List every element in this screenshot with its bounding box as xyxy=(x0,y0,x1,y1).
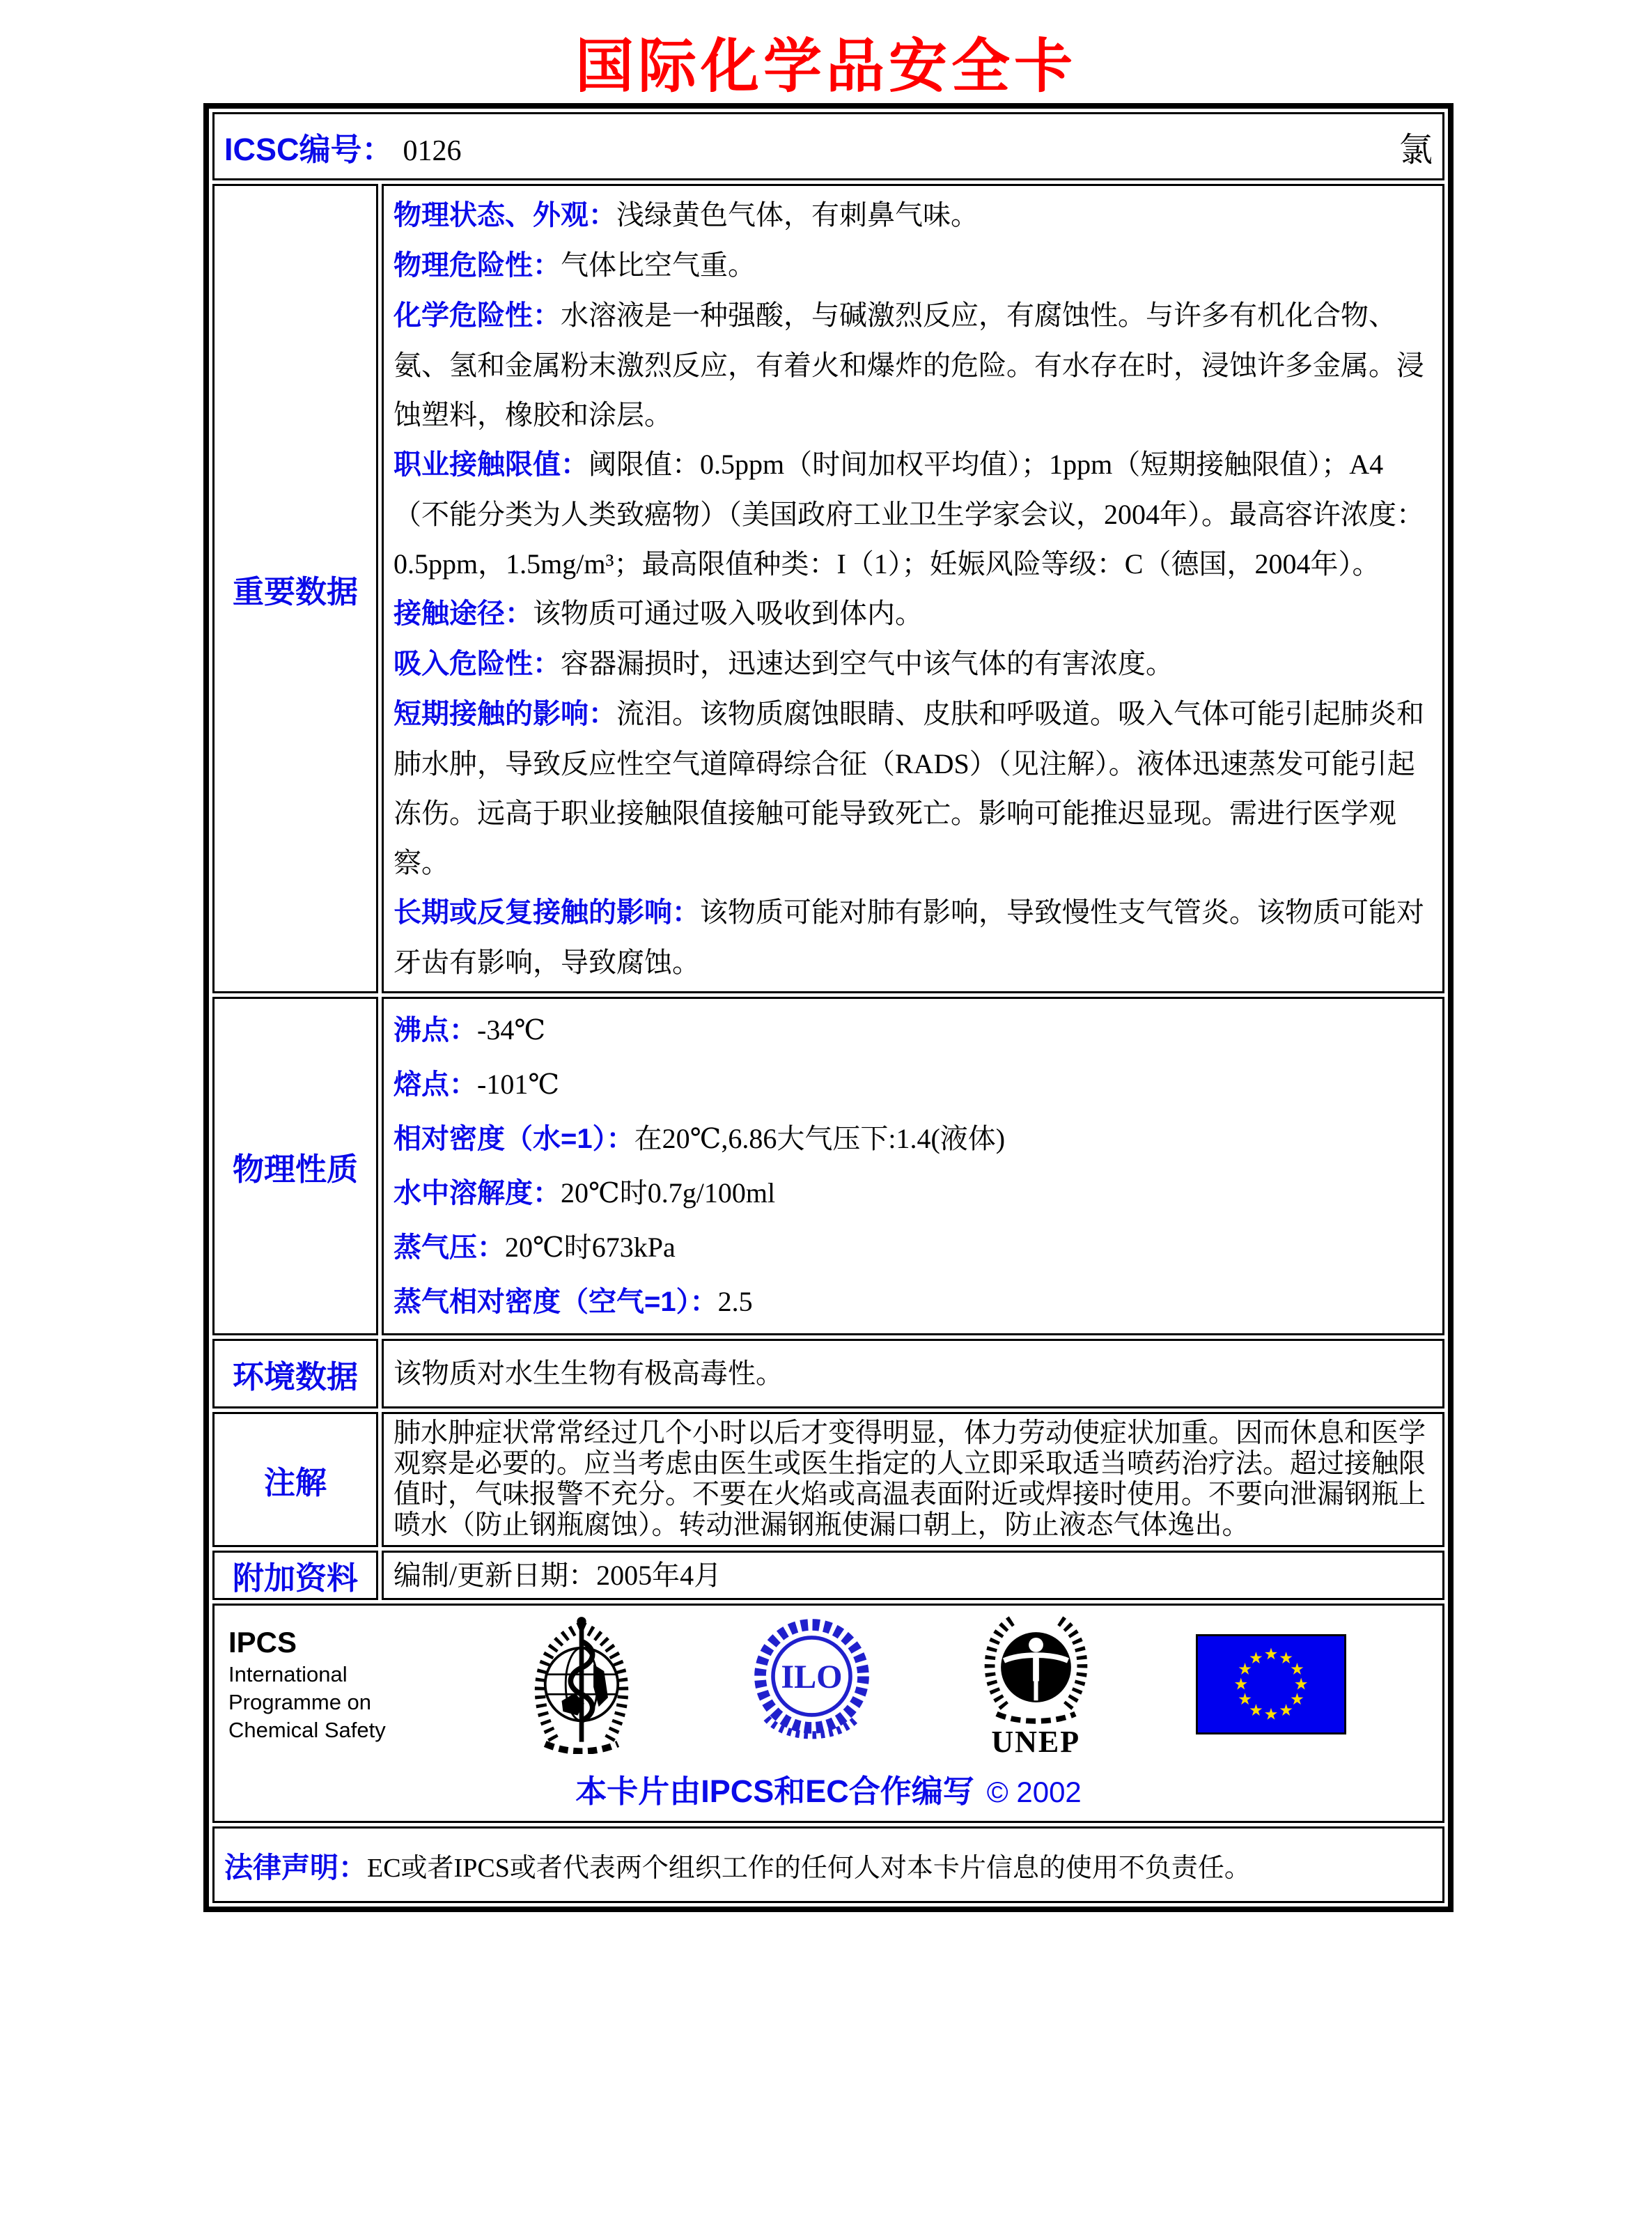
notes-row-label: 注解 xyxy=(212,1412,378,1547)
notes-row xyxy=(212,1412,1444,1547)
property-value: -34℃ xyxy=(477,1014,546,1046)
paragraph-exposure-limits xyxy=(393,440,1433,589)
property-water-solubility xyxy=(393,1166,1433,1220)
logos-row xyxy=(212,1604,1444,1823)
physical-properties-row xyxy=(212,997,1444,1335)
property-label: 熔点： xyxy=(393,1069,477,1100)
icsc-number-label: ICSC编号： xyxy=(224,131,393,167)
property-value: -101℃ xyxy=(477,1069,560,1100)
important-data-row-label: 重要数据 xyxy=(212,184,378,993)
property-value: 20℃时673kPa xyxy=(505,1232,676,1263)
legal-row xyxy=(212,1826,1444,1903)
paragraph-text: 容器漏损时，迅速达到空气中该气体的有害浓度。 xyxy=(561,648,1174,679)
property-label: 相对密度（水=1）： xyxy=(393,1124,634,1154)
property-value: 2.5 xyxy=(717,1286,753,1317)
paragraph-label: 物理状态、外观： xyxy=(393,200,616,231)
paragraph-chemical-hazard xyxy=(393,290,1433,440)
important-data-row xyxy=(212,184,1444,993)
additional-info-content xyxy=(382,1551,1444,1600)
paragraph-text: 流泪。该物质腐蚀眼睛、皮肤和呼吸道。吸入气体可能引起肺炎和肺水肿，导致反应性空气道障碍综合征（RADS）（见注解）。液体迅速蒸发可能引起冻伤。远高于职业接触限值接触可能导致死亡。影响可能推迟显现。需进行医学观察。 xyxy=(393,698,1424,878)
cooperation-caption-text: 本卡片由IPCS和EC合作编写 xyxy=(575,1773,974,1809)
icsc-number-group xyxy=(224,124,462,169)
paragraph-label: 职业接触限值： xyxy=(393,449,589,480)
environmental-data-row-label: 环境数据 xyxy=(212,1339,378,1408)
paragraph-label: 短期接触的影响： xyxy=(393,699,616,729)
paragraph-label: 物理危险性： xyxy=(393,250,561,281)
ipcs-text-block xyxy=(228,1624,416,1744)
legal-label: 法律声明： xyxy=(224,1851,367,1884)
who-logo-icon xyxy=(515,1615,648,1754)
page-title: 国际化学品安全卡 xyxy=(575,35,1077,100)
paragraph-inhalation-risk xyxy=(393,639,1433,689)
paragraph-label: 吸入危险性： xyxy=(393,649,561,679)
paragraph-text: 阈限值：0.5ppm（时间加权平均值）；1ppm（短期接触限值）；A4（不能分类为人类致癌物）（美国政府工业卫生学家会议，2004年）。最高容许浓度：0.5ppm，1.5mg/m³；最高限值种类：I（1）；妊娠风险等级：C（德国，2004年）。 xyxy=(393,449,1424,580)
logos-cell xyxy=(212,1604,1444,1823)
ipcs-acronym: IPCS xyxy=(228,1626,297,1659)
physical-properties-content xyxy=(382,997,1444,1335)
paragraph-exposure-routes xyxy=(393,589,1433,639)
important-data-content xyxy=(382,184,1444,993)
copyright-text: © 2002 xyxy=(986,1776,1082,1808)
icsc-card-table xyxy=(203,103,1454,1912)
unep-logo-icon xyxy=(975,1610,1097,1760)
property-label: 水中溶解度： xyxy=(393,1178,561,1209)
paragraph-long-term-effects xyxy=(393,887,1433,987)
property-value: 20℃时0.7g/100ml xyxy=(561,1177,776,1209)
additional-info-row xyxy=(212,1551,1444,1600)
header-cell xyxy=(212,112,1444,180)
paragraph-short-term-effects xyxy=(393,689,1433,887)
environmental-data-text: 该物质对水生生物有极高毒性。 xyxy=(393,1358,784,1389)
property-vapor-pressure xyxy=(393,1220,1433,1275)
paragraph-text: 浅绿黄色气体，有刺鼻气味。 xyxy=(616,199,979,231)
legal-text: EC或者IPCS或者代表两个组织工作的任何人对本卡片信息的使用不负责任。 xyxy=(367,1853,1251,1883)
chemical-name: 氯 xyxy=(1398,131,1433,169)
paragraph-physical-state xyxy=(393,190,1433,240)
environmental-data-content xyxy=(382,1339,1444,1408)
property-relative-density xyxy=(393,1112,1433,1166)
property-value: 在20℃,6.86大气压下:1.4(液体) xyxy=(634,1123,1006,1154)
ipcs-line-3: Chemical Safety xyxy=(228,1718,386,1742)
ipcs-line-2: Programme on xyxy=(228,1690,372,1714)
ilo-logo-text: ILO xyxy=(780,1659,843,1696)
paragraph-text: 该物质可能对肺有影响，导致慢性支气管炎。该物质可能对牙齿有影响，导致腐蚀。 xyxy=(393,896,1424,978)
paragraph-text: 该物质可通过吸入吸收到体内。 xyxy=(533,598,923,629)
cooperation-caption xyxy=(220,1766,1437,1811)
legal-cell xyxy=(212,1826,1444,1903)
property-boiling-point xyxy=(393,1003,1433,1057)
additional-info-text: 编制/更新日期：2005年4月 xyxy=(393,1559,722,1591)
paragraph-label: 接触途径： xyxy=(393,598,533,629)
ipcs-line-1: International xyxy=(228,1662,348,1686)
property-melting-point xyxy=(393,1057,1433,1112)
property-label: 沸点： xyxy=(393,1015,477,1046)
paragraph-text: 水溶液是一种强酸，与碱激烈反应，有腐蚀性。与许多有机化合物、氨、氢和金属粉末激烈反应，有着火和爆炸的危险。有水存在时，浸蚀许多金属。浸蚀塑料，橡胶和涂层。 xyxy=(393,300,1424,430)
eu-flag-icon xyxy=(1196,1633,1346,1735)
property-label: 蒸气压： xyxy=(393,1232,505,1263)
property-vapor-relative-density xyxy=(393,1275,1433,1329)
unep-logo-text: UNEP xyxy=(991,1724,1081,1759)
paragraph-label: 长期或反复接触的影响： xyxy=(393,897,700,928)
ilo-logo-icon xyxy=(747,1615,876,1754)
physical-properties-row-label: 物理性质 xyxy=(212,997,378,1335)
notes-content xyxy=(382,1412,1444,1547)
notes-text: 肺水肿症状常常经过几个小时以后才变得明显，体力劳动使症状加重。因而休息和医学观察是必要的。应当考虑由医生或医生指定的人立即采取适当喷药治疗法。超过接触限值时，气味报警不充分。不要在火焰或高温表面附近或焊接时使用。不要向泄漏钢瓶上喷水（防止钢瓶腐蚀）。转动泄漏钢瓶使漏口朝上，防止液态气体逸出。 xyxy=(393,1418,1426,1540)
environmental-data-row xyxy=(212,1339,1444,1408)
property-label: 蒸气相对密度（空气=1）： xyxy=(393,1287,718,1317)
paragraph-physical-hazard xyxy=(393,240,1433,290)
paragraph-label: 化学危险性： xyxy=(393,300,561,331)
header-row xyxy=(212,112,1444,180)
paragraph-text: 气体比空气重。 xyxy=(561,249,756,281)
additional-info-row-label: 附加资料 xyxy=(212,1551,378,1600)
icsc-number-value: 0126 xyxy=(403,134,462,167)
